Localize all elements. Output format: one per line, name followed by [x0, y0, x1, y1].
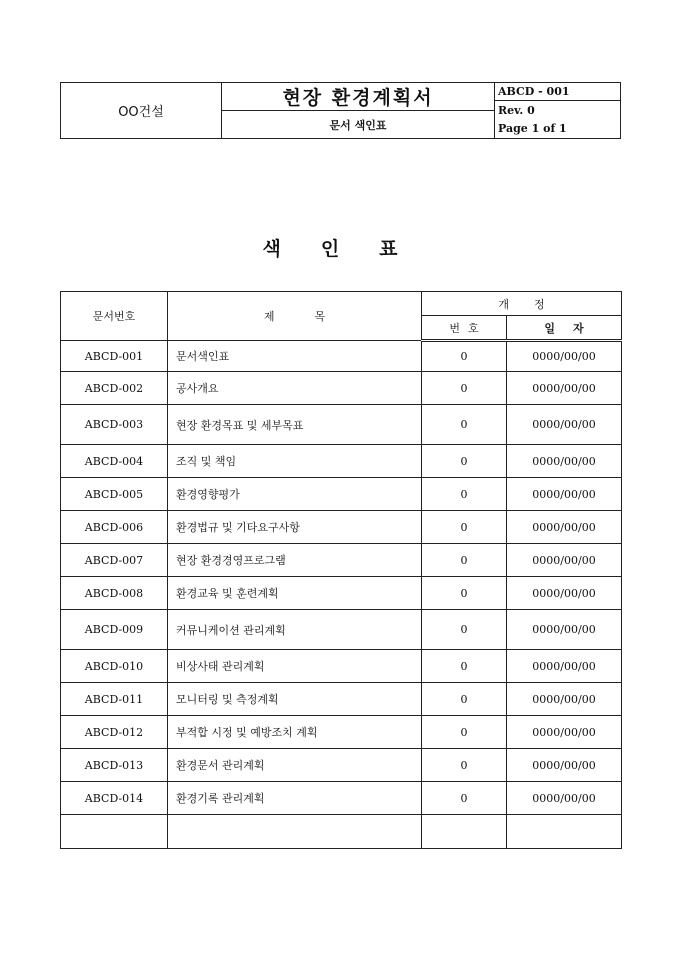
- document-subtitle: 문서 색인표: [329, 118, 387, 132]
- date-cell: 0000/00/00: [507, 372, 622, 405]
- table-row: [61, 683, 622, 716]
- date-cell: 0000/00/00: [507, 341, 622, 372]
- table-row: [61, 405, 622, 445]
- table-row: [61, 749, 622, 782]
- rev-number-cell: [422, 815, 507, 849]
- date-cell: 0000/00/00: [507, 683, 622, 716]
- table-row: [61, 782, 622, 815]
- doc-number-cell: ABCD-007: [61, 544, 168, 577]
- title-cell: 환경법규 및 기타요구사항: [168, 511, 422, 544]
- doc-number-cell: ABCD-004: [61, 445, 168, 478]
- table-row: [61, 372, 622, 405]
- doc-number-cell: ABCD-011: [61, 683, 168, 716]
- title-cell: 조직 및 책임: [168, 445, 422, 478]
- document-header: [60, 82, 621, 139]
- title-cell: 환경영향평가: [168, 478, 422, 511]
- index-table: [60, 291, 622, 849]
- rev-number-cell: 0: [422, 683, 507, 716]
- title-cell: [168, 815, 422, 849]
- header-revision: 개정: [422, 292, 622, 316]
- title-cell: 공사개요: [168, 372, 422, 405]
- doc-number-cell: ABCD-009: [61, 610, 168, 650]
- date-cell: 0000/00/00: [507, 511, 622, 544]
- title-cell: 환경교육 및 훈련계획: [168, 577, 422, 610]
- rev-number-cell: 0: [422, 341, 507, 372]
- title-cell: 현장 환경목표 및 세부목표: [168, 405, 422, 445]
- doc-number-cell: ABCD-005: [61, 478, 168, 511]
- table-row: [61, 610, 622, 650]
- header-doc-no: 문서번호: [61, 292, 168, 341]
- rev-number-cell: 0: [422, 749, 507, 782]
- date-cell: 0000/00/00: [507, 478, 622, 511]
- date-cell: 0000/00/00: [507, 650, 622, 683]
- doc-number-cell: ABCD-008: [61, 577, 168, 610]
- table-row: [61, 577, 622, 610]
- rev-number-cell: 0: [422, 577, 507, 610]
- table-row: [61, 650, 622, 683]
- date-cell: 0000/00/00: [507, 749, 622, 782]
- rev-number-cell: 0: [422, 650, 507, 683]
- title-cell: 커뮤니케이션 관리계획: [168, 610, 422, 650]
- doc-number-cell: [61, 815, 168, 849]
- doc-number-cell: ABCD-010: [61, 650, 168, 683]
- title-cell: 부적합 시정 및 예방조치 계획: [168, 716, 422, 749]
- doc-number-cell: ABCD-014: [61, 782, 168, 815]
- page-heading: 색인표: [262, 238, 438, 260]
- date-cell: 0000/00/00: [507, 577, 622, 610]
- company-name: OO건설: [61, 83, 222, 138]
- date-cell: 0000/00/00: [507, 405, 622, 445]
- rev-number-cell: 0: [422, 445, 507, 478]
- rev-number-cell: 0: [422, 782, 507, 815]
- doc-number-cell: ABCD-012: [61, 716, 168, 749]
- title-cell: 환경기록 관리계획: [168, 782, 422, 815]
- page-label: Page 1 of 1: [498, 122, 567, 135]
- table-row: [61, 815, 622, 849]
- header-date: 일자: [507, 316, 622, 341]
- doc-number-cell: ABCD-006: [61, 511, 168, 544]
- rev-number-cell: 0: [422, 544, 507, 577]
- rev-number-cell: 0: [422, 372, 507, 405]
- doc-number-cell: ABCD-013: [61, 749, 168, 782]
- date-cell: [507, 815, 622, 849]
- table-row: [61, 445, 622, 478]
- doc-number-cell: ABCD-001: [61, 341, 168, 372]
- title-cell: 문서색인표: [168, 341, 422, 372]
- rev-number-cell: 0: [422, 716, 507, 749]
- document-meta: [494, 83, 621, 138]
- document-number: ABCD - 001: [498, 85, 570, 98]
- title-cell: 모니터링 및 측정계획: [168, 683, 422, 716]
- title-cell: 현장 환경경영프로그램: [168, 544, 422, 577]
- rev-number-cell: 0: [422, 511, 507, 544]
- rev-number-cell: 0: [422, 405, 507, 445]
- title-cell: 비상사태 관리계획: [168, 650, 422, 683]
- header-title: 제목: [168, 292, 422, 341]
- header-rev-no: 번호: [422, 316, 507, 341]
- table-row: [61, 716, 622, 749]
- table-row: [61, 341, 622, 372]
- date-cell: 0000/00/00: [507, 544, 622, 577]
- document-title: 현장 환경계획서: [222, 83, 494, 111]
- date-cell: 0000/00/00: [507, 610, 622, 650]
- date-cell: 0000/00/00: [507, 716, 622, 749]
- date-cell: 0000/00/00: [507, 782, 622, 815]
- revision-label: Rev. 0: [498, 104, 535, 117]
- rev-number-cell: 0: [422, 610, 507, 650]
- doc-number-cell: ABCD-003: [61, 405, 168, 445]
- table-row: [61, 544, 622, 577]
- date-cell: 0000/00/00: [507, 445, 622, 478]
- table-row: [61, 511, 622, 544]
- doc-number-cell: ABCD-002: [61, 372, 168, 405]
- table-row: [61, 478, 622, 511]
- rev-number-cell: 0: [422, 478, 507, 511]
- meta-divider: [495, 100, 621, 101]
- title-cell: 환경문서 관리계획: [168, 749, 422, 782]
